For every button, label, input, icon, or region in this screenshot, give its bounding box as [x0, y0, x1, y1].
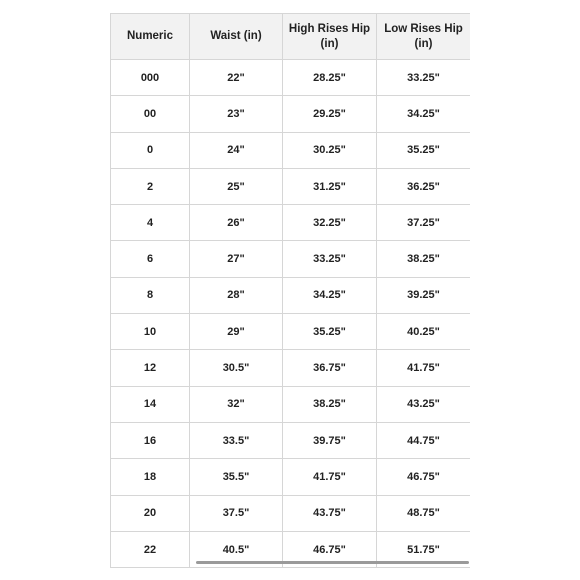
- numeric-cell: 000: [111, 60, 190, 96]
- table-row: [111, 132, 471, 168]
- high-rises-hip-cell: 41.75": [283, 459, 377, 495]
- low-rises-hip-cell: 33.25": [377, 60, 471, 96]
- table-header: [111, 14, 471, 60]
- horizontal-scrollbar[interactable]: [196, 561, 469, 564]
- table-row: [111, 205, 471, 241]
- waist-cell: 30.5": [190, 350, 283, 386]
- high-rises-hip-cell: 35.25": [283, 314, 377, 350]
- low-rises-hip-cell: 34.25": [377, 96, 471, 132]
- high-rises-hip-cell: 30.25": [283, 132, 377, 168]
- waist-cell: 24": [190, 132, 283, 168]
- high-rises-hip-cell: 43.75": [283, 495, 377, 531]
- table-row: [111, 386, 471, 422]
- low-rises-hip-cell: 46.75": [377, 459, 471, 495]
- header-low-rises-hip: Low Rises Hip (in): [377, 14, 471, 60]
- table-body: [111, 60, 471, 568]
- waist-cell: 32": [190, 386, 283, 422]
- table-row: [111, 350, 471, 386]
- header-high-rises-hip: High Rises Hip (in): [283, 14, 377, 60]
- numeric-cell: 20: [111, 495, 190, 531]
- low-rises-hip-cell: 43.25": [377, 386, 471, 422]
- waist-cell: 25": [190, 168, 283, 204]
- low-rises-hip-cell: 37.25": [377, 205, 471, 241]
- high-rises-hip-cell: 29.25": [283, 96, 377, 132]
- size-chart-table-container: [110, 13, 470, 569]
- waist-cell: 40.5": [190, 531, 283, 567]
- waist-cell: 35.5": [190, 459, 283, 495]
- high-rises-hip-cell: 39.75": [283, 422, 377, 458]
- waist-cell: 23": [190, 96, 283, 132]
- waist-cell: 33.5": [190, 422, 283, 458]
- low-rises-hip-cell: 41.75": [377, 350, 471, 386]
- table-row: [111, 314, 471, 350]
- numeric-cell: 0: [111, 132, 190, 168]
- high-rises-hip-cell: 33.25": [283, 241, 377, 277]
- high-rises-hip-cell: 38.25": [283, 386, 377, 422]
- numeric-cell: 14: [111, 386, 190, 422]
- table-row: [111, 495, 471, 531]
- header-row: [111, 14, 471, 60]
- numeric-cell: 12: [111, 350, 190, 386]
- numeric-cell: 2: [111, 168, 190, 204]
- waist-cell: 29": [190, 314, 283, 350]
- table-row: [111, 277, 471, 313]
- numeric-cell: 10: [111, 314, 190, 350]
- low-rises-hip-cell: 44.75": [377, 422, 471, 458]
- high-rises-hip-cell: 36.75": [283, 350, 377, 386]
- low-rises-hip-cell: 40.25": [377, 314, 471, 350]
- waist-cell: 37.5": [190, 495, 283, 531]
- numeric-cell: 00: [111, 96, 190, 132]
- table-row: [111, 96, 471, 132]
- numeric-cell: 16: [111, 422, 190, 458]
- high-rises-hip-cell: 46.75": [283, 531, 377, 567]
- low-rises-hip-cell: 36.25": [377, 168, 471, 204]
- header-waist: Waist (in): [190, 14, 283, 60]
- table-row: [111, 60, 471, 96]
- numeric-cell: 4: [111, 205, 190, 241]
- header-numeric: Numeric: [111, 14, 190, 60]
- table-row: [111, 241, 471, 277]
- high-rises-hip-cell: 32.25": [283, 205, 377, 241]
- numeric-cell: 18: [111, 459, 190, 495]
- low-rises-hip-cell: 51.75": [377, 531, 471, 567]
- numeric-cell: 6: [111, 241, 190, 277]
- numeric-cell: 22: [111, 531, 190, 567]
- high-rises-hip-cell: 31.25": [283, 168, 377, 204]
- waist-cell: 26": [190, 205, 283, 241]
- low-rises-hip-cell: 35.25": [377, 132, 471, 168]
- size-chart-table: [110, 13, 470, 568]
- waist-cell: 28": [190, 277, 283, 313]
- table-row: [111, 459, 471, 495]
- table-row: [111, 168, 471, 204]
- low-rises-hip-cell: 48.75": [377, 495, 471, 531]
- waist-cell: 27": [190, 241, 283, 277]
- high-rises-hip-cell: 34.25": [283, 277, 377, 313]
- high-rises-hip-cell: 28.25": [283, 60, 377, 96]
- table-row: [111, 422, 471, 458]
- waist-cell: 22": [190, 60, 283, 96]
- low-rises-hip-cell: 39.25": [377, 277, 471, 313]
- low-rises-hip-cell: 38.25": [377, 241, 471, 277]
- numeric-cell: 8: [111, 277, 190, 313]
